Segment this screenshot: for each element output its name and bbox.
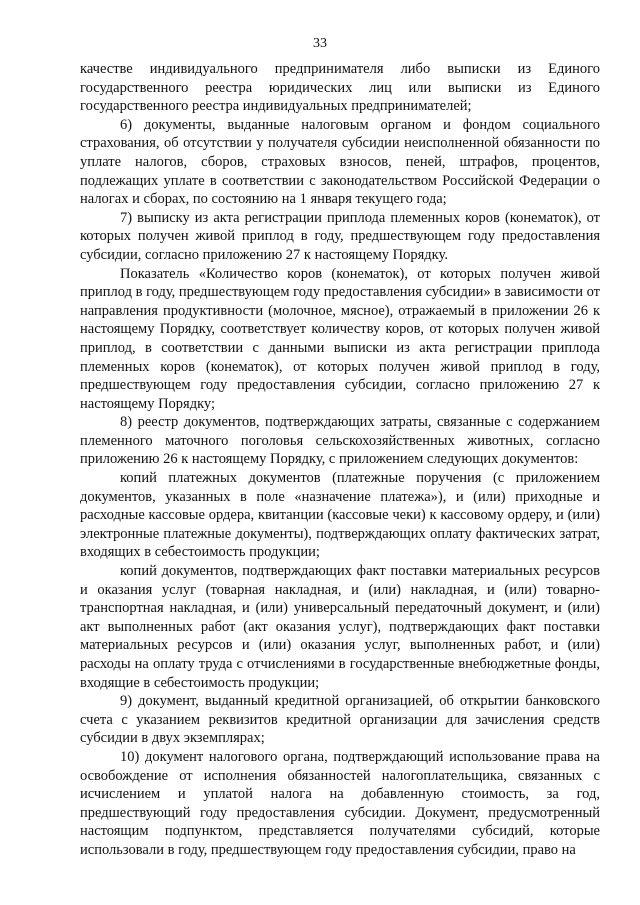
paragraph: 8) реестр документов, подтверждающих затраты, связанные с содержанием племенного маточного поголовья сельскохозяйственных животных, согласно приложению 26 к настоящему Порядку, с приложением следующих документов: xyxy=(80,414,600,468)
paragraph: 7) выписку из акта регистрации приплода племенных коров (конематок), от которых получен живой приплод в году, предшествующем году предоставления субсидии, согласно приложению 27 к настоящему Порядку. xyxy=(80,209,600,263)
paragraph: 10) документ налогового органа, подтверждающий использование права на освобождение от исполнения обязанностей налогоплательщика, связанных с исчислением и уплатой налога на добавленную стоимость, за год, предшествующий году предоставления субсидии. Документ, предусмотренный настоящим подпунктом, представляется получателями субсидий, которые использовали в году, предшествующем году предоставления субсидии, право на xyxy=(80,748,600,858)
paragraph: копий платежных документов (платежные поручения (с приложением документов, указанных в поле «назначение платежа»), и (или) приходные и расходные кассовые ордера, квитанции (кассовые чеки) к кассовому ордеру, и (или) электронные платежные документы), подтверждающих оплату фактических затрат, входящих в себестоимость продукции; xyxy=(80,470,600,561)
paragraph: Показатель «Количество коров (конематок), от которых получен живой приплод в году, предшествующем году предоставления субсидии» в зависимости от направления продуктивности (молочное, мясное), отражаемый в приложении 26 к настоящему Порядку, соответствует количеству коров, от которых получен живой приплод, в соответствии с данными выписки из акта регистрации приплода племенных коров (конематок), от которых получен живой приплод в году, предшествующем году предоставления субсидии, согласно приложению 27 к настоящему Порядку; xyxy=(80,265,600,412)
paragraph: копий документов, подтверждающих факт поставки материальных ресурсов и оказания услуг (товарная накладная, и (или) накладная, и (или) товарно-транспортная накладная, и (или) универсальный передаточный документ, и (или) акт выполненных работ (акт оказания услуг), подтверждающих факт поставки материальных ресурсов и (или) оказания услуг, выполненных работ, и (или) расходы на оплату труда с отчислениями в государственные внебюджетные фонды, входящие в себестоимость продукции; xyxy=(80,563,600,691)
paragraph: 9) документ, выданный кредитной организацией, об открытии банковского счета с указанием реквизитов кредитной организации для зачисления средств субсидии в двух экземплярах; xyxy=(80,693,600,747)
document-body xyxy=(80,60,600,860)
page-number: 33 xyxy=(313,36,327,51)
paragraph: 6) документы, выданные налоговым органом и фондом социального страхования, об отсутствии у получателя субсидии неисполненной обязанности по уплате налогов, сборов, страховых взносов, пеней, штрафов, процентов, подлежащих уплате в соответствии с законодательством Российской Федерации о налогах и сборах, по состоянию на 1 января текущего года; xyxy=(80,116,600,208)
paragraph: качестве индивидуального предпринимателя либо выписки из Единого государственного реестра юридических лиц или выписки из Единого государственного реестра индивидуальных предпринимателей; xyxy=(80,61,600,115)
